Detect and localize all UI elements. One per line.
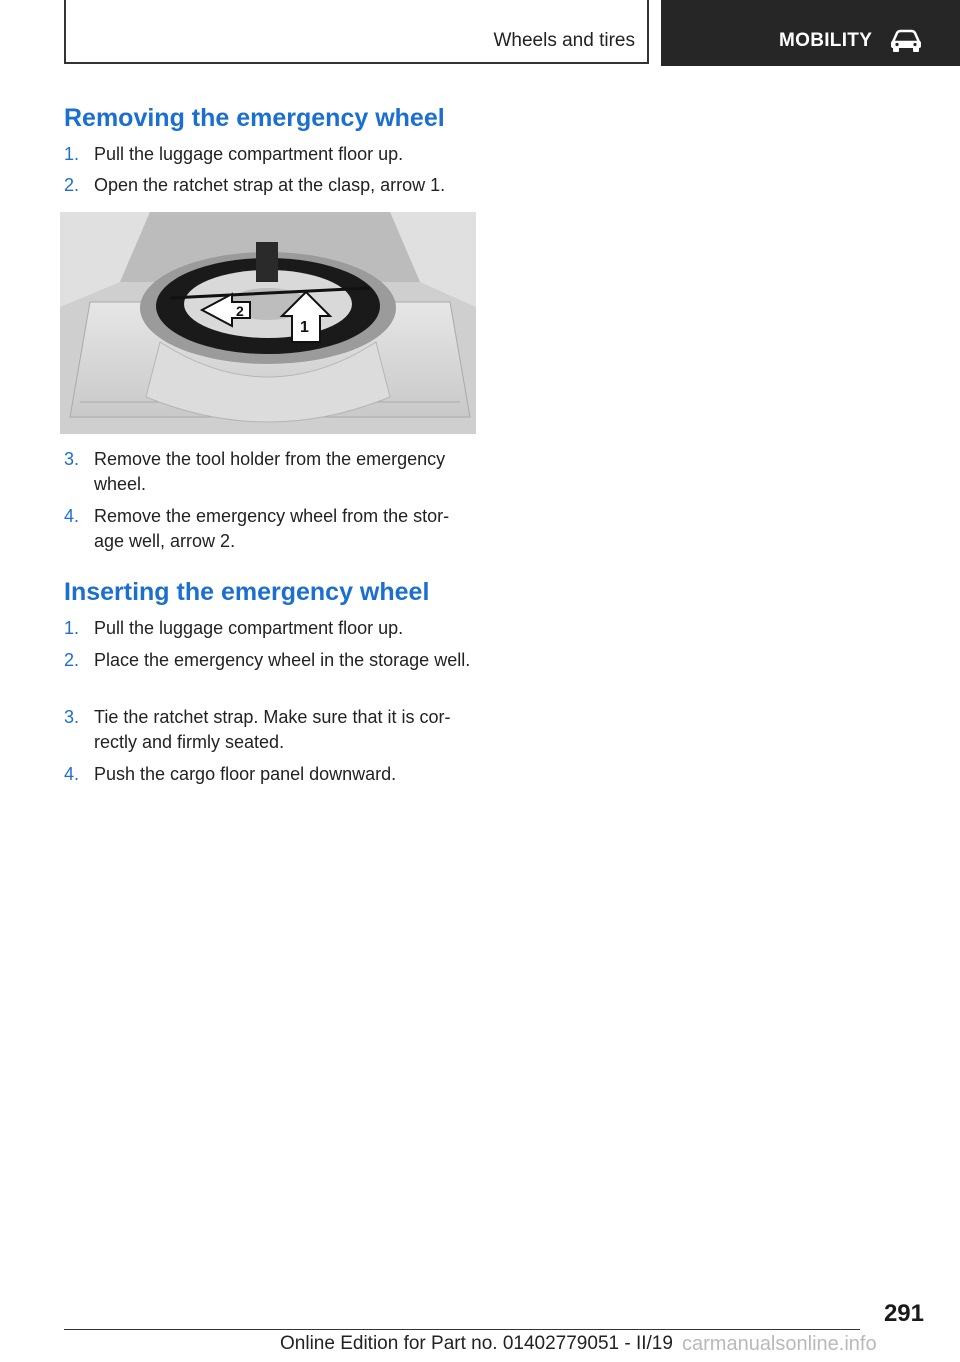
step-number: 1. (64, 618, 80, 638)
chapter-header (64, 0, 649, 64)
arrow-2-label: 2 (236, 303, 244, 319)
step-text: Remove the tool holder from the emergency wheel. (94, 449, 446, 494)
step-number: 4. (64, 764, 80, 784)
section-header (661, 0, 960, 66)
edition-info: Online Edition for Part no. 01402779051 - II/19 (280, 1333, 673, 1354)
page-number: 291 (883, 1300, 924, 1327)
step-number: 4. (64, 506, 80, 526)
watermark: carmanualsonline.info (682, 1333, 877, 1355)
step-text: Pull the luggage compartment floor up. (94, 618, 404, 638)
car-icon (889, 28, 923, 59)
chapter-title: Wheels and tires (493, 30, 635, 51)
step-text: Pull the luggage compartment floor up. (94, 144, 404, 164)
step-text: Place the emergency wheel in the storage well. (94, 650, 471, 670)
arrow-1-label: 1 (300, 319, 309, 336)
section-title: MOBILITY (779, 30, 873, 51)
step-text: Tie the ratchet strap. Make sure that it is cor-rectly and firmly seated. (94, 707, 451, 752)
step-text: Open the ratchet strap at the clasp, arrow 1. (94, 175, 446, 195)
step-text: Push the cargo floor panel downward. (94, 764, 397, 784)
step-text: Remove the emergency wheel from the stor-age well, arrow 2. (94, 506, 450, 551)
step-number: 1. (64, 144, 80, 164)
step-number: 2. (64, 650, 80, 670)
step-number: 3. (64, 707, 80, 727)
spare-wheel-illustration (60, 212, 476, 434)
footer-divider (64, 1329, 860, 1330)
heading-inserting-emergency-wheel: Inserting the emergency wheel (64, 578, 430, 606)
step-number: 3. (64, 449, 80, 469)
heading-removing-emergency-wheel: Removing the emergency wheel (64, 104, 445, 132)
step-number: 2. (64, 175, 80, 195)
